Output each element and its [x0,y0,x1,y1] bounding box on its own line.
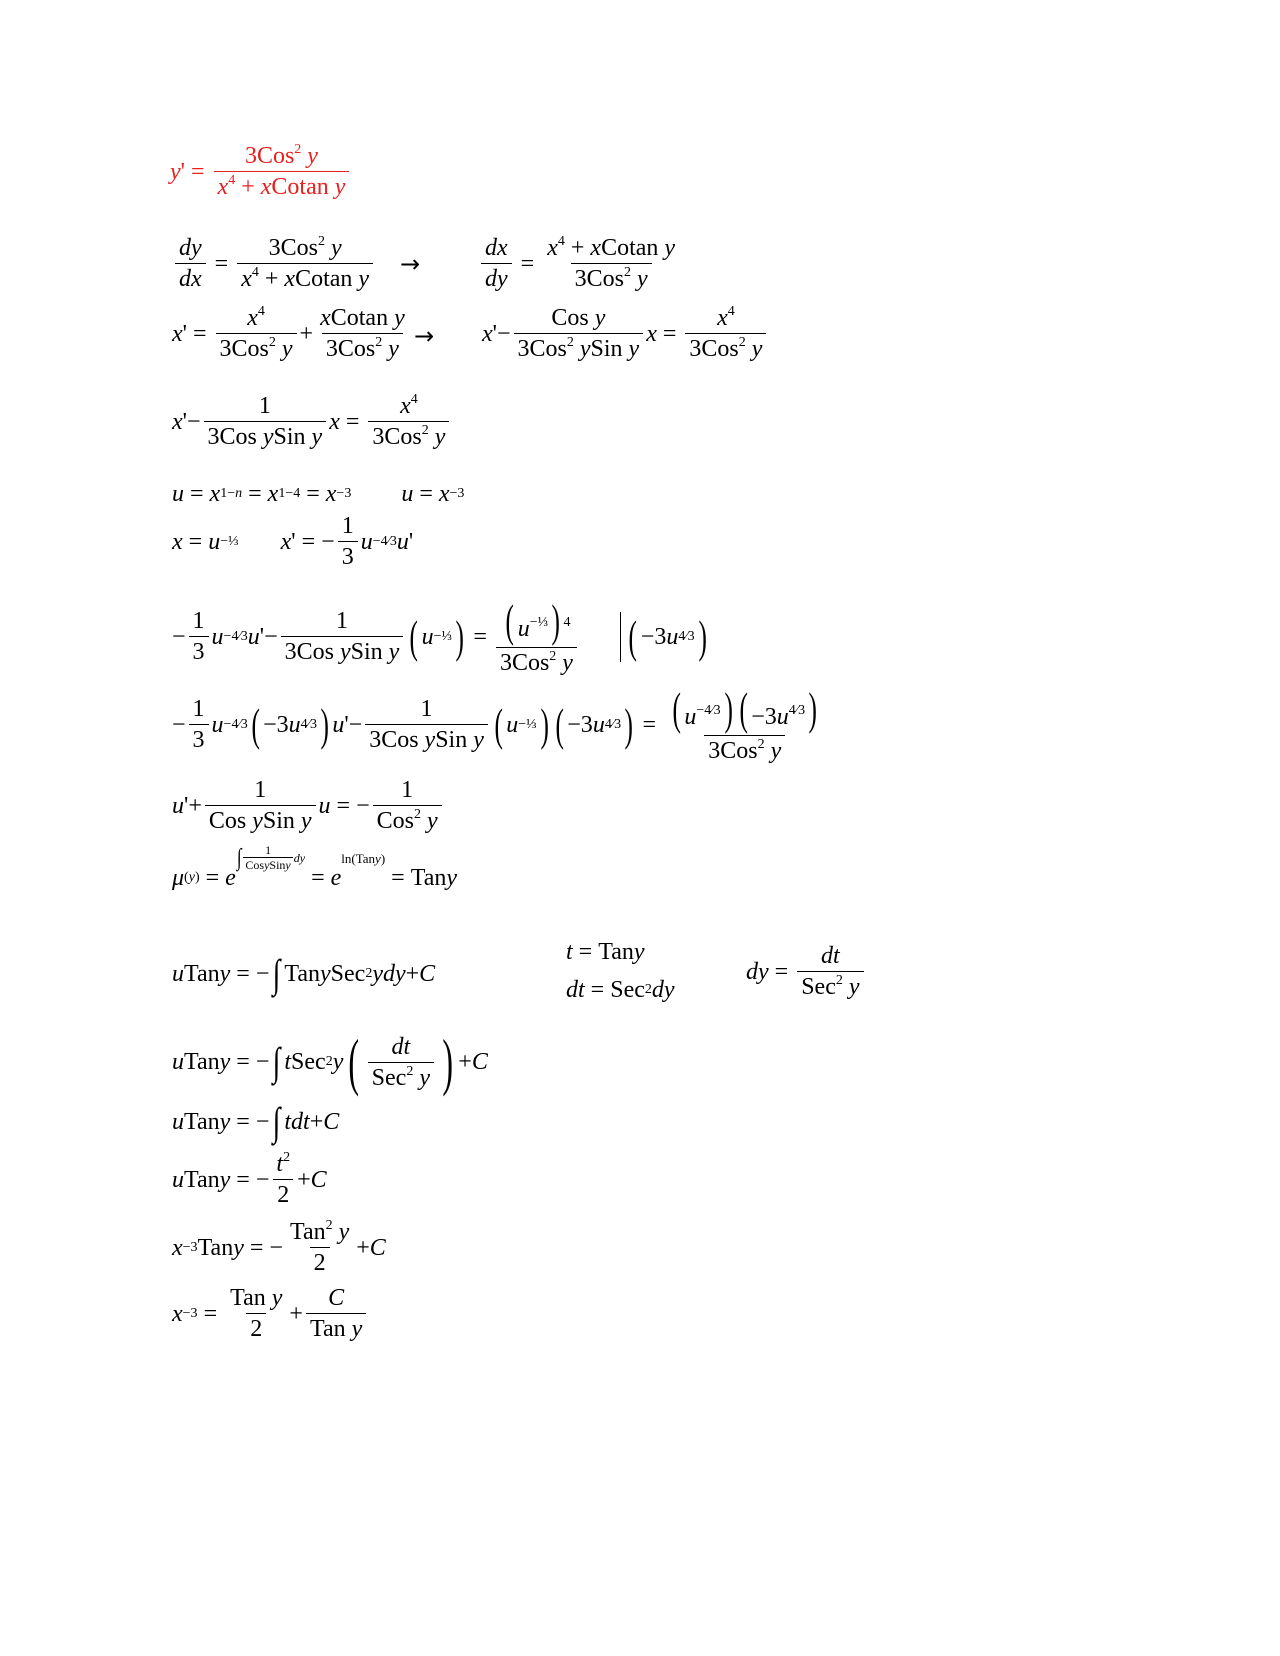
equation-1-ode: y ' = $\frac{3Cos^2 y}{x^4 + xCotan y}$ [170,144,352,199]
equation-2-right: $\frac{dx}{dy}$ = $\frac{x^4 + xCotan y}{3Cos^2 y}$ [478,236,682,291]
equation-14: u Tan y = − $\frac{t^2}{2}$ + C [172,1150,327,1208]
equation-4: x '− $\frac{1}{\text{3Cos ySin y}}$ x = $\frac{x^4}{3Cos^2 y}$ [172,394,452,449]
equation-11: u Tan y = − ∫ Tan y Sec 2 ydy + C [172,951,436,996]
equation-2-left: $\frac{dy}{dx}$ = $\frac{3Cos^2 y}{x^4 + xCotan y}$ [172,236,376,291]
arrow-icon: → [400,250,421,278]
substitution-dy: dy = $\frac{dt}{Sec^2 y}$ [746,944,867,999]
equation-6: x = u −⅓ x ' = − $\frac{1}{3}$ u −4⁄3 u ' [172,513,414,570]
equation-16-solution: x −3 = $\frac{\text{Tan y}}{2}$ + $\frac{C}{\text{Tan y}}$ [172,1286,369,1341]
equation-12: u Tan y = − ∫ t Sec 2 y ( $\frac{dt}{Sec^2 y}$ ) + C [172,1026,488,1097]
equation-15: x −3 Tan y = − $\frac{Tan^2 y}{2}$ + C [172,1218,386,1276]
equation-10-integrating-factor: μ (y) = e ∫ $\frac{1}{\text{CosySiny}}$ dy = e ln(Tany) = Tan y [172,843,457,891]
equation-3-right: x '− $\frac{\text{Cos y}}{3Cos^2 ySin y}$ x = $\frac{x^4}{3Cos^2 y}$ [482,306,769,361]
arrow-icon: → [414,322,435,350]
equation-13: u Tan y = − ∫ tdt + C [172,1099,340,1144]
equation-8: − $\frac{1}{3}$ u −4⁄3 ( −3 u 4⁄3 ) u '− $\frac{1}{\text{3Cos ySin y}}$ ( u −⅓ ) ( −3 u 4⁄3 ) = $\frac{( u^{-4⁄3}) ( -3u^{4⁄3})}{3Cos^2 y}$ [172,683,818,764]
equation-9-linear: u '+ $\frac{1}{\text{Cos ySin y}}$ u = − $\frac{1}{Cos^2 y}$ [172,778,445,833]
substitution-t: t = Tan y [566,939,645,965]
equation-5-substitution: u = x 1−n = x 1−4 = x −3 u = x −3 [172,481,465,507]
substitution-dt: dt = Sec 2 dy [566,977,675,1003]
equation-7: − $\frac{1}{3}$ u −4⁄3 u '− $\frac{1}{\text{3Cos ySin y}}$ ( u −⅓ ) = $\frac{( u^{-\frac{1}{3}}) ^4}{3Cos^2 y}$ ( −3 u 4⁄3 ) [172,595,707,676]
equation-3-left: x ' = $\frac{x^4}{3Cos^2 y}$ + $\frac{\text{xCotan y}}{3Cos^2 y}$ [172,304,405,362]
